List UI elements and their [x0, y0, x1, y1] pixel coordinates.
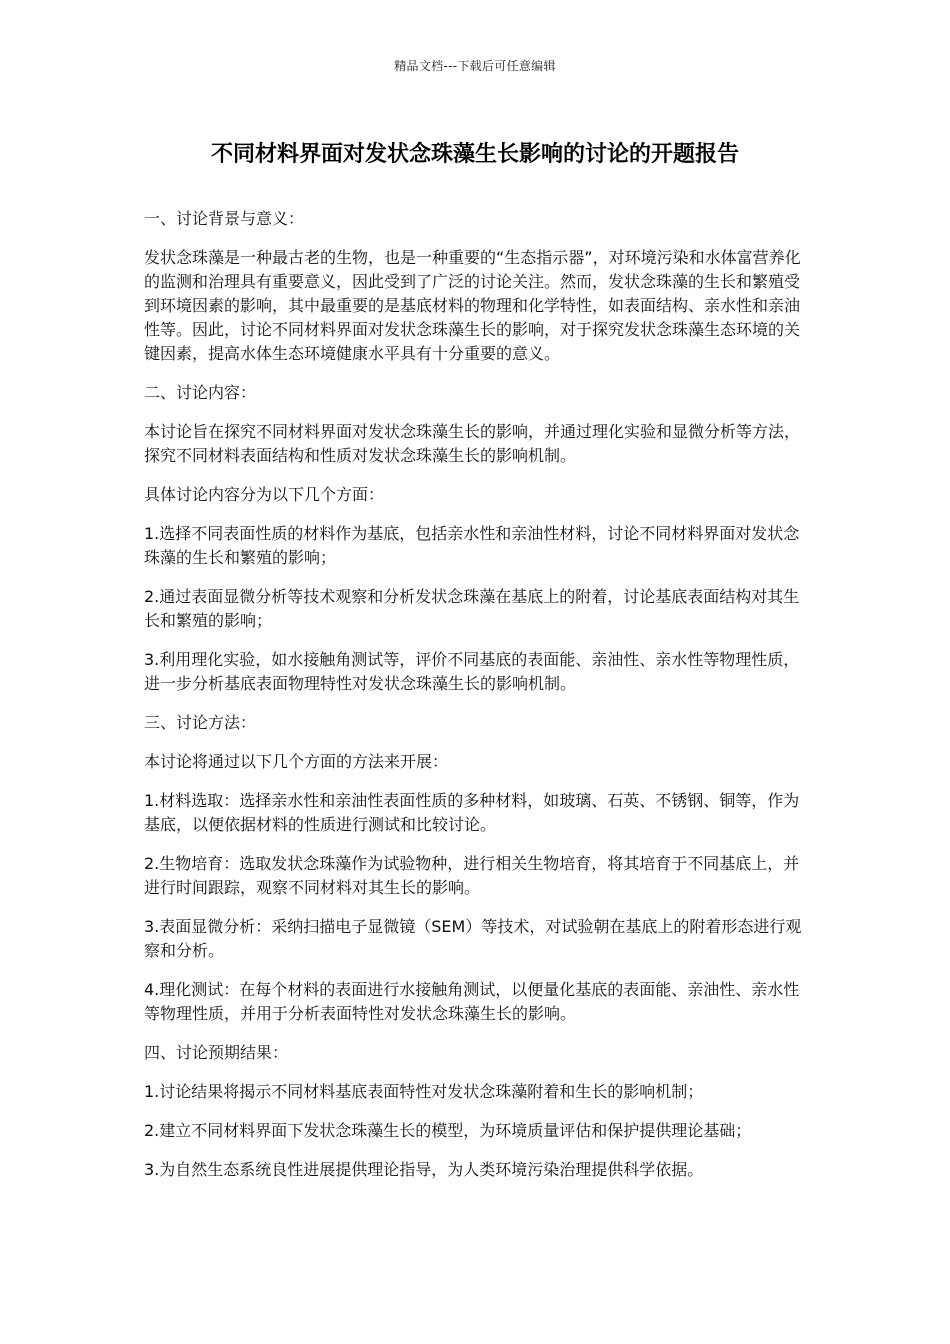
- list-item-content-2: 2.通过表面显微分析等技术观察和分析发状念珠藻在基底上的附着，讨论基底表面结构对其生长和繁殖的影响；: [144, 587, 800, 630]
- list-item-method-2: 2.生物培育：选取发状念珠藻作为试验物种，进行相关生物培育，将其培育于不同基底上，并进行时间跟踪，观察不同材料对其生长的影响。: [144, 854, 800, 897]
- section-heading-methods: 三、讨论方法：: [144, 713, 257, 732]
- list-item-method-3: 3.表面显微分析：采纳扫描电子显微镜（SEM）等技术，对试验朝在基底上的附着形态进行观察和分析。: [144, 917, 802, 960]
- paragraph-content-intro: 本讨论旨在探究不同材料界面对发状念珠藻生长的影响，并通过理化实验和显微分析等方法，探究不同材料表面结构和性质对发状念珠藻生长的影响机制。: [144, 422, 801, 465]
- section-heading-content: 二、讨论内容：: [144, 383, 257, 402]
- document-title: 不同材料界面对发状念珠藻生长影响的讨论的开题报告: [210, 142, 739, 167]
- header-note: 精品文档---下载后可任意编辑: [394, 59, 556, 73]
- paragraph-background: 发状念珠藻是一种最古老的生物，也是一种重要的“生态指示器”，对环境污染和水体富营养化的监测和治理具有重要意义，因此受到了广泛的讨论关注。然而，发状念珠藻的生长和繁殖受到环境因素的影响，其中最重要的是基底材料的物理和化学特性，如表面结构、亲水性和亲油性等。因此，讨论不同材料界面对发状念珠藻生长的影响，对于探究发状念珠藻生态环境的关键因素，提高水体生态环境健康水平具有十分重要的意义。: [144, 248, 801, 363]
- list-item-content-1: 1.选择不同表面性质的材料作为基底，包括亲水性和亲油性材料，讨论不同材料界面对发状念珠藻的生长和繁殖的影响；: [144, 524, 800, 567]
- list-item-result-3: 3.为自然生态系统良性进展提供理论指导，为人类环境污染治理提供科学依据。: [144, 1160, 704, 1179]
- paragraph-content-aspects: 具体讨论内容分为以下几个方面：: [144, 485, 385, 504]
- document-body: [144, 207, 804, 1197]
- list-item-method-1: 1.材料选取：选择亲水性和亲油性表面性质的多种材料，如玻璃、石英、不锈钢、铜等，作为基底，以便依据材料的性质进行测试和比较讨论。: [144, 791, 800, 834]
- list-item-result-2: 2.建立不同材料界面下发状念珠藻生长的模型，为环境质量评估和保护提供理论基础；: [144, 1121, 752, 1140]
- list-item-result-1: 1.讨论结果将揭示不同材料基底表面特性对发状念珠藻附着和生长的影响机制；: [144, 1082, 704, 1101]
- list-item-content-3: 3.利用理化实验，如水接触角测试等，评价不同基底的表面能、亲油性、亲水性等物理性质，进一步分析基底表面物理特性对发状念珠藻生长的影响机制。: [144, 650, 800, 693]
- paragraph-methods-intro: 本讨论将通过以下几个方面的方法来开展：: [144, 752, 449, 771]
- list-item-method-4: 4.理化测试：在每个材料的表面进行水接触角测试，以便量化基底的表面能、亲油性、亲水性等物理性质，并用于分析表面特性对发状念珠藻生长的影响。: [144, 980, 800, 1023]
- section-heading-background: 一、讨论背景与意义：: [144, 209, 305, 228]
- section-heading-results: 四、讨论预期结果：: [144, 1043, 289, 1062]
